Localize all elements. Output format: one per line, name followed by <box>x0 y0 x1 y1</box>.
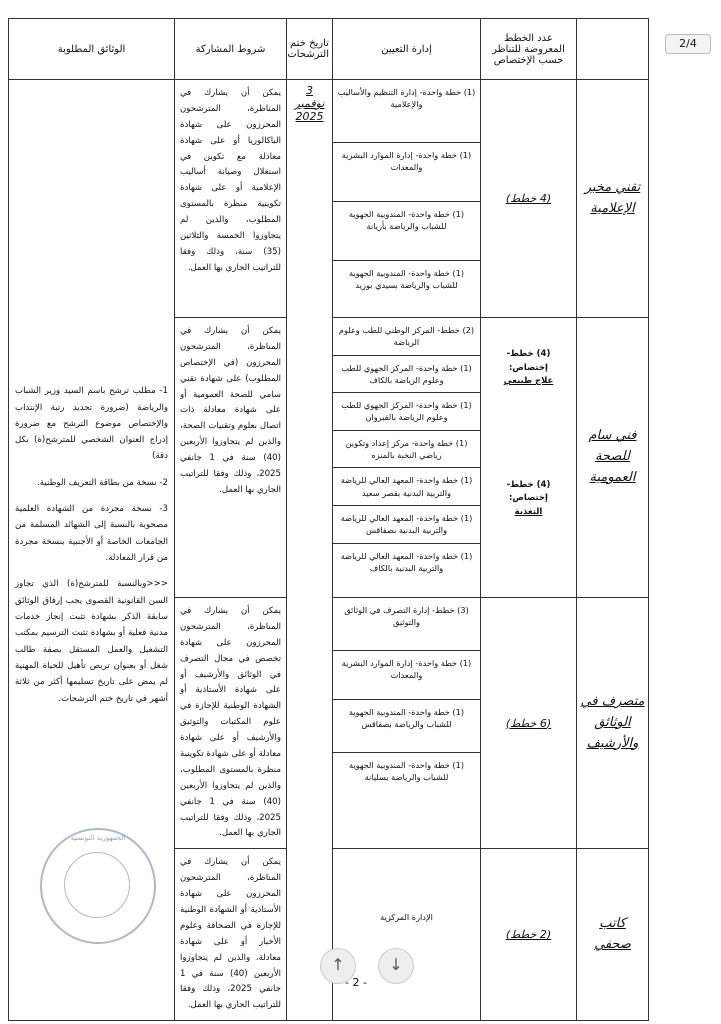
directorate-item: الإدارة المركزية <box>380 912 433 923</box>
conditions-text: يمكن أن يشارك في المناظرة، المترشحون المحرزون على شهادة تخصص في مجال التصرف في الوثائق والأرشيف أو على شهادة الأستاذية أو الشهادة الوطنية للإجازة في علوم المكتبات والتوثيق والأرشيف أو على شهادة معادلة أو على شهادة تكوينية منظرة بالمستوى المطلوب، والذين لم يتجاوزوا الأربعين (40) سنة في 1 جانفي 2025، وذلك وفقا للتراتيب الجاري بها العمل. <box>175 598 287 849</box>
directorate-item: (1) خطة واحدة- إدارة التنظيم والأساليب والإعلامية <box>333 80 480 143</box>
directorate-item: (1) خطة واحدة- المندوبية الجهوية للشباب والرياضة بصفاقس <box>333 700 480 753</box>
document-item: 1- مطلب ترشح باسم السيد وزير الشباب والرياضة (ضرورة تحديد رتبة الإنتداب والإختصاص موضوع الترشح مع ضرورة إدراج العنوان الشخصي للمترشح(ة) بكل دقة) <box>15 386 168 462</box>
table-row <box>9 80 649 318</box>
job-title: متصرف في الوثائق والأرشيف <box>577 598 649 849</box>
header-count: عدد الخطط المعروضة للتناظر حسب الإختصاص <box>481 19 577 80</box>
conditions-text: يمكن أن يشارك في المناظرة، المترشحون المحرزون (في الإختصاص المطلوب) على شهادة تقني سامي للصحة العمومية أو على شهادة معادلة ذات اتصال بعلوم وتقنيات الصحة، والذين لم يتجاوزوا الأربعين (40) سنة في 1 جانفي 2025، وذلك وفقا للتراتيب الجاري بها العمل. <box>175 318 287 598</box>
document-item: 2- نسخة من بطاقة التعريف الوطنية. <box>37 477 168 488</box>
directorate-item: (1) خطة واحدة- إدارة الموارد البشرية والمعدات <box>333 651 480 700</box>
header-deadline: تاريخ ختم الترشحات <box>287 19 333 80</box>
header-docs: الوثائق المطلوبة <box>9 19 175 80</box>
document-item: <<<وبالنسبة للمترشح(ة) الذي تجاوز السن القانونية القصوى يجب إرفاق الوثائق سابقة الذكر بشهادة تثبت إنجاز خدمات مدنية فعلية أو بشهادة تثبت الترسيم بمكتب التشغيل والعمل المستقل بصفة طالب شغل أو بعنوان تربص تأهيل للحياة المهنية لم يمض على تاريخ تسليمها أكثر من ثلاثة أشهر في تاريخ ختم الترشحات. <box>15 579 168 704</box>
directorate-list <box>333 318 481 598</box>
plan-count: (4 خطط) <box>481 80 577 318</box>
directorate-item: (1) خطة واحدة- مركز إعداد وتكوين رياضي النخبة بالمنزه <box>333 431 480 469</box>
directorate-item: (1) خطة واحدة- إدارة الموارد البشرية والمعدات <box>333 143 480 202</box>
plan-count: (6 خطط) <box>481 598 577 849</box>
directorate-item: (3) خطط- إدارة التصرف في الوثائق والتوثيق <box>333 598 480 651</box>
specialty-list <box>481 318 577 598</box>
header-job <box>577 19 649 80</box>
directorate-item: (1) خطة واحدة- المعهد العالي للرياضة والتربية البدنية بصفاقس <box>333 506 480 544</box>
specialty-item: (4) خطط- إختصاص: علاج طبيعي <box>503 349 554 387</box>
deadline-date: 3 نوفمبر 2025 <box>294 84 325 123</box>
directorate-list <box>333 849 481 1021</box>
specialty-item: (4) خطط- إختصاص: التغذية <box>506 479 551 517</box>
header-directorate: إدارة التعيين <box>333 19 481 80</box>
header-conditions: شروط المشاركة <box>175 19 287 80</box>
document-item: 3- نسخة مجردة من الشهادة العلمية مصحوبة بالنسبة إلى الشهائد المسلمة من الجامعات الخاصة أو الأجنبية بنسخة مجردة من قرار المعادلة. <box>15 504 168 564</box>
directorate-item: (1) خطة واحدة- المندوبية الجهوية للشباب والرياضة بسيدي بوزيد <box>348 268 465 291</box>
directorate-item: (1) خطة واحدة- المندوبية الجهوية للشباب والرياضة بأريانة <box>333 202 480 261</box>
directorate-item: (2) خطط- المركز الوطني للطب وعلوم الرياضة <box>333 318 480 356</box>
deadline-cell <box>287 80 333 1021</box>
job-title: كاتب صحفي <box>577 849 649 1021</box>
plan-count: (2 خطط) <box>481 849 577 1021</box>
directorate-item: (1) خطة واحدة- المركز الجهوي للطب وعلوم الرياضة بالكاف <box>333 356 480 394</box>
page-number: - 2 - <box>345 976 367 989</box>
job-title: فني سام للصحة العمومية <box>577 318 649 598</box>
arrow-up-icon: ↑ <box>331 955 345 974</box>
conditions-text: يمكن أن يشارك في المناظرة، المترشحون المحرزون على شهادة الأستاذية أو الشهادة الوطنية للإجازة في الصحافة وعلوم الأخبار أو على شهادة معادلة، والذين لم يتجاوزوا الأربعين (40) سنة في 1 جانفي 2025، وذلك وفقا للتراتيب الجاري بها العمل. <box>175 849 287 1021</box>
directorate-item: (1) خطة واحدة- المعهد العالي للرياضة والتربية البدنية بالكاف <box>340 550 473 573</box>
table-header-row <box>9 19 649 80</box>
official-stamp: الجمهورية التونسية <box>40 828 156 944</box>
directorate-item: (1) خطة واحدة- المعهد العالي للرياضة والتربية البدنية بقصر سعيد <box>333 468 480 506</box>
directorate-list <box>333 80 481 318</box>
arrow-down-icon: ↓ <box>389 955 403 974</box>
directorate-item: (1) خطة واحدة- المركز الجهوي للطب وعلوم الرياضة بالقيروان <box>333 393 480 431</box>
directorate-list <box>333 598 481 849</box>
directorate-item: (1) خطة واحدة- المندوبية الجهوية للشباب والرياضة بسليانة <box>348 760 465 783</box>
job-title: تقني مخبر الإعلامية <box>577 80 649 318</box>
scroll-down-button[interactable] <box>378 948 414 984</box>
conditions-text: يمكن أن يشارك في المناظرة، المترشحون المحرزون على شهادة الباكالوريا أو على شهادة معادلة مع تكوين في استغلال وصيانة أساليب الإعلامية أو على شهادة تكوينية منظرة بالمستوى المطلوب، والذين لم يتجاوزوا الخمسة والثلاثين (35) سنة، وذلك وفقا للتراتيب الجاري بها العمل. <box>175 80 287 318</box>
page-indicator: 2/4 <box>665 34 711 54</box>
